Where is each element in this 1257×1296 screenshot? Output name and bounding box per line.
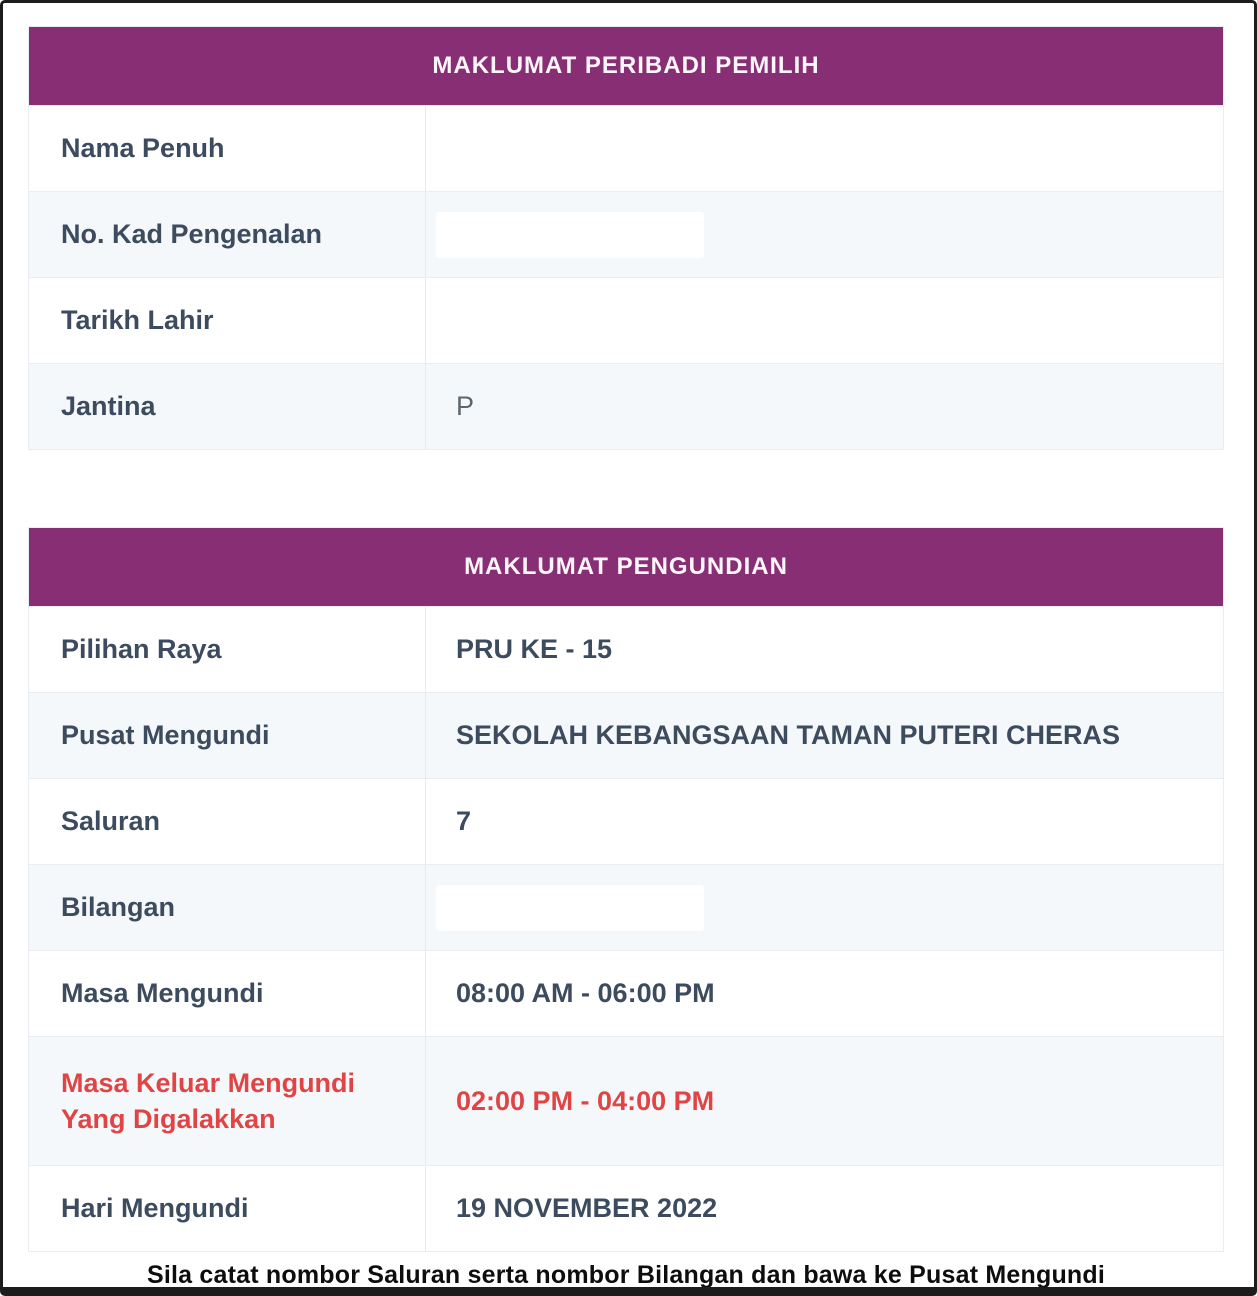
personal-info-table-header <box>29 27 1223 105</box>
row-label: Tarikh Lahir <box>29 278 426 363</box>
row-label: Pusat Mengundi <box>29 693 426 778</box>
footer-note: Sila catat nombor Saluran serta nombor Bilangan dan bawa ke Pusat Mengundi <box>146 1261 1106 1289</box>
table-row-pilihan-raya <box>29 606 1223 692</box>
row-value: 08:00 AM - 06:00 PM <box>456 978 715 1008</box>
table-row-jantina <box>29 363 1223 449</box>
voting-info-table-title: MAKLUMAT PENGUNDIAN <box>464 553 788 580</box>
personal-info-table-title: MAKLUMAT PERIBADI PEMILIH <box>432 52 820 79</box>
row-label: Bilangan <box>29 865 426 950</box>
redacted-value-box <box>436 885 704 931</box>
table-row-no-kad-pengenalan <box>29 191 1223 277</box>
row-value <box>426 278 1223 363</box>
table-row-hari-mengundi <box>29 1165 1223 1251</box>
table-row-masa-keluar-mengundi <box>29 1036 1223 1165</box>
row-value: 19 NOVEMBER 2022 <box>456 1193 718 1223</box>
row-value <box>426 192 1223 277</box>
row-label <box>29 1037 426 1165</box>
redacted-value-box <box>436 212 704 258</box>
table-row-masa-mengundi <box>29 950 1223 1036</box>
row-label: Saluran <box>29 779 426 864</box>
row-label: No. Kad Pengenalan <box>29 192 426 277</box>
row-label: Nama Penuh <box>29 106 426 191</box>
table-row-saluran <box>29 778 1223 864</box>
row-value <box>426 865 1223 950</box>
row-value <box>426 106 1223 191</box>
row-value: PRU KE - 15 <box>456 634 613 664</box>
voting-info-table-header <box>29 528 1223 606</box>
tables-spacer <box>28 450 1224 527</box>
page-content <box>3 3 1254 1290</box>
row-label-text: Masa Keluar Mengundi Yang Digalakkan <box>61 1067 356 1134</box>
personal-info-table <box>28 26 1224 450</box>
table-row-bilangan <box>29 864 1223 950</box>
row-value: 7 <box>456 806 472 836</box>
row-label: Masa Mengundi <box>29 951 426 1036</box>
row-value: SEKOLAH KEBANGSAAN TAMAN PUTERI CHERAS <box>456 720 1121 750</box>
row-label: Hari Mengundi <box>29 1166 426 1251</box>
table-row-pusat-mengundi <box>29 692 1223 778</box>
row-value: P <box>456 391 475 421</box>
table-row-tarikh-lahir <box>29 277 1223 363</box>
row-label: Pilihan Raya <box>29 607 426 692</box>
row-value: 02:00 PM - 04:00 PM <box>456 1085 715 1116</box>
table-row-nama-penuh <box>29 105 1223 191</box>
voting-info-table <box>28 527 1224 1252</box>
row-label: Jantina <box>29 364 426 449</box>
